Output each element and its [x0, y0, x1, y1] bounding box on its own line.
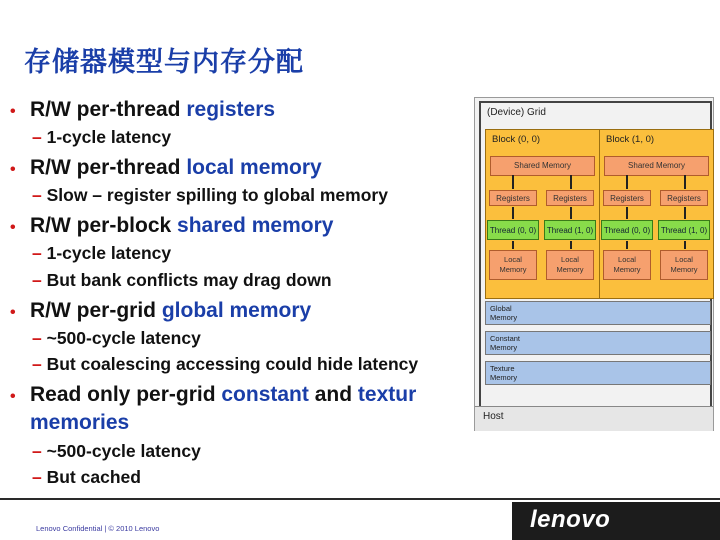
arrow — [684, 241, 686, 249]
footer-divider — [0, 498, 720, 500]
block-title: Block (1, 0) — [606, 134, 655, 145]
registers: Registers — [660, 190, 708, 206]
slide-title: 存储器模型与内存分配 — [24, 47, 304, 78]
local-memory: Local Memory — [546, 250, 594, 280]
sub-bullet: – ~500-cycle latency — [32, 328, 201, 348]
bullet-dot: • — [10, 161, 16, 178]
sub-bullet: – ~500-cycle latency — [32, 441, 201, 461]
arrow — [570, 241, 572, 249]
device-grid — [479, 101, 712, 426]
bullet-local-memory: • R/W per-thread local memory — [10, 156, 322, 179]
bullet-dot: • — [10, 219, 16, 236]
local-memory: Local Memory — [660, 250, 708, 280]
sub-bullet: – 1-cycle latency — [32, 127, 172, 147]
registers: Registers — [546, 190, 594, 206]
bullet-registers: • R/W per-thread registers — [10, 98, 276, 121]
block-1-0 — [599, 129, 714, 299]
keyword-shared-memory: shared memory — [177, 214, 334, 237]
shared-memory: Shared Memory — [490, 156, 595, 176]
memory-model-diagram — [474, 97, 714, 431]
keyword-local-memory: local memory — [186, 156, 322, 179]
arrow — [512, 207, 514, 219]
block-0-0 — [485, 129, 600, 299]
sub-bullet: – But bank conflicts may drag down — [32, 270, 332, 290]
local-memory: Local Memory — [603, 250, 651, 280]
sub-bullet: – 1-cycle latency — [32, 243, 172, 263]
thread: Thread (0, 0) — [601, 220, 653, 240]
arrow — [626, 175, 628, 189]
local-memory: Local Memory — [489, 250, 537, 280]
arrow — [684, 207, 686, 219]
bullet-dot: • — [10, 388, 16, 405]
arrow — [570, 175, 572, 189]
block-title: Block (0, 0) — [492, 134, 541, 145]
bullet-shared-memory: • R/W per-block shared memory — [10, 214, 334, 237]
thread: Thread (1, 0) — [658, 220, 710, 240]
keyword-constant: constant — [221, 383, 309, 406]
shared-memory: Shared Memory — [604, 156, 709, 176]
host: Host — [475, 406, 713, 431]
bullet-constant-texture: • Read only per-grid constant and textur — [10, 383, 417, 406]
footer-confidential: Lenovo Confidential | © 2010 Lenovo — [36, 524, 160, 533]
sub-bullet: – But coalescing accessing could hide latency — [32, 354, 419, 374]
lenovo-logo: lenovo — [512, 502, 720, 540]
registers: Registers — [603, 190, 651, 206]
keyword-registers: registers — [186, 98, 276, 121]
thread: Thread (0, 0) — [487, 220, 539, 240]
arrow — [626, 207, 628, 219]
arrow — [684, 175, 686, 189]
keyword-global-memory: global memory — [161, 299, 312, 322]
texture-memory: Texture Memory — [485, 361, 711, 385]
global-memory: Global Memory — [485, 301, 711, 325]
arrow — [626, 241, 628, 249]
grid-title: (Device) Grid — [487, 107, 546, 118]
constant-memory: Constant Memory — [485, 331, 711, 355]
sub-bullet: – But cached — [32, 467, 141, 487]
keyword-texture: textur — [357, 383, 417, 406]
arrow — [570, 207, 572, 219]
arrow — [512, 175, 514, 189]
bullet-dot: • — [10, 304, 16, 321]
arrow — [512, 241, 514, 249]
sub-bullet: – Slow – register spilling to global memory — [32, 185, 388, 205]
bullet-dot: • — [10, 103, 16, 120]
bullet-continuation: memories — [30, 411, 130, 434]
registers: Registers — [489, 190, 537, 206]
thread: Thread (1, 0) — [544, 220, 596, 240]
bullet-global-memory: • R/W per-grid global memory — [10, 299, 312, 322]
